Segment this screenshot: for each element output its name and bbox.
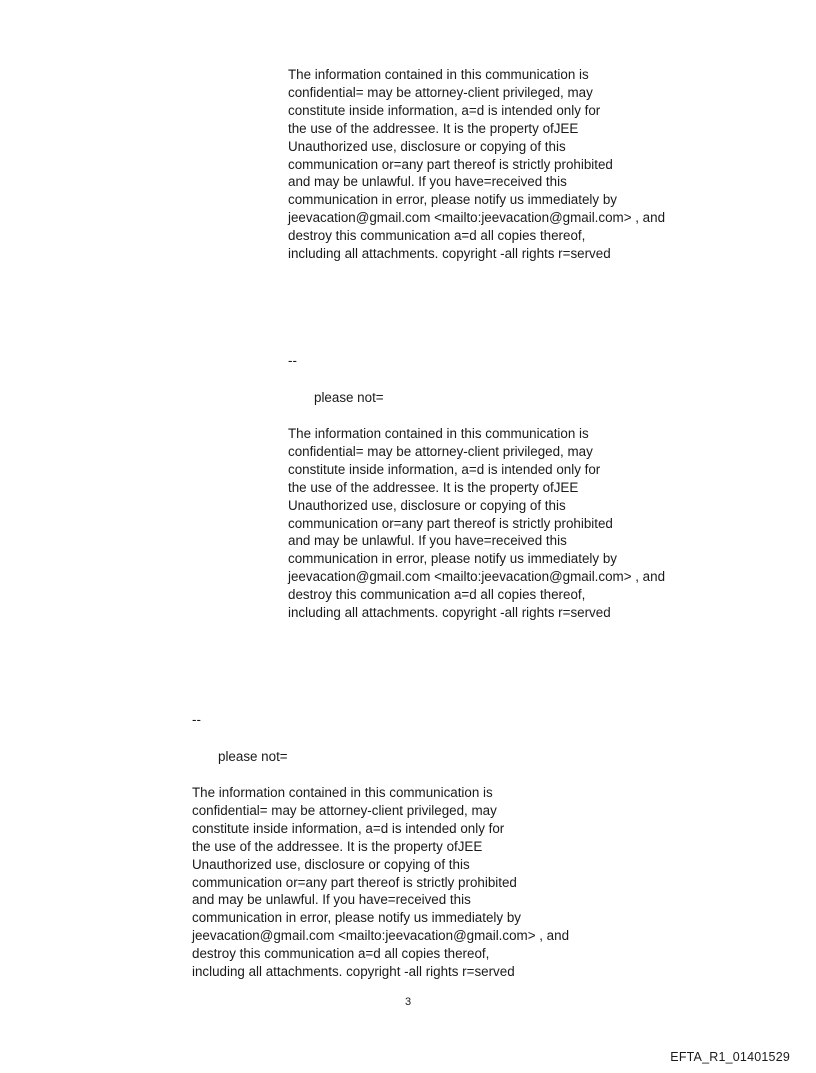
disclaimer-line: The information contained in this communication is: [192, 785, 493, 800]
disclaimer-line: jeevacation@gmail.com <mailto:jeevacation@gmail.com> , and: [288, 210, 666, 226]
disclaimer-line: communication or=any part thereof is strictly prohibited: [192, 874, 517, 890]
disclaimer-line: the use of the addressee. It is the property ofJEE: [192, 838, 483, 854]
disclaimer-line: constitute inside information, a=d is intended only for: [192, 820, 505, 836]
note-label: please not=: [314, 390, 384, 405]
disclaimer-line: Unauthorized use, disclosure or copying of this: [192, 856, 470, 872]
disclaimer-line: The information contained in this communication is: [288, 426, 589, 441]
disclaimer-line: communication or=any part thereof is strictly prohibited: [288, 156, 613, 172]
disclaimer-line: and may be unlawful. If you have=received this: [288, 174, 567, 190]
disclaimer-block-2: [288, 425, 665, 622]
disclaimer-line: destroy this communication a=d all copies thereof,: [288, 228, 586, 244]
disclaimer-line: jeevacation@gmail.com <mailto:jeevacation@gmail.com> , and: [192, 928, 570, 944]
disclaimer-line: communication in error, please notify us immediately by: [288, 192, 617, 208]
disclaimer-line: communication in error, please notify us immediately by: [288, 551, 617, 567]
disclaimer-line: the use of the addressee. It is the property ofJEE: [288, 120, 579, 136]
page-number: 3: [404, 996, 412, 1008]
document-id: EFTA_R1_01401529: [670, 1050, 790, 1064]
separator: --: [192, 712, 201, 727]
disclaimer-line: The information contained in this communication is: [288, 67, 589, 82]
disclaimer-line: confidential= may be attorney-client privileged, may: [288, 84, 593, 100]
disclaimer-line: and may be unlawful. If you have=received this: [288, 533, 567, 549]
disclaimer-line: including all attachments. copyright -all rights r=served: [288, 246, 611, 262]
disclaimer-line: constitute inside information, a=d is intended only for: [288, 102, 601, 118]
disclaimer-line: confidential= may be attorney-client privileged, may: [192, 802, 497, 818]
disclaimer-line: communication in error, please notify us immediately by: [192, 910, 521, 926]
disclaimer-line: and may be unlawful. If you have=received this: [192, 892, 471, 908]
disclaimer-line: Unauthorized use, disclosure or copying of this: [288, 497, 566, 513]
disclaimer-line: destroy this communication a=d all copies thereof,: [192, 946, 490, 962]
disclaimer-line: communication or=any part thereof is strictly prohibited: [288, 515, 613, 531]
disclaimer-line: destroy this communication a=d all copies thereof,: [288, 587, 586, 603]
disclaimer-line: including all attachments. copyright -all rights r=served: [288, 605, 611, 621]
disclaimer-line: constitute inside information, a=d is intended only for: [288, 461, 601, 477]
disclaimer-line: Unauthorized use, disclosure or copying of this: [288, 138, 566, 154]
disclaimer-line: including all attachments. copyright -all rights r=served: [192, 964, 515, 980]
disclaimer-block-3: [192, 784, 569, 981]
note-label: please not=: [218, 749, 288, 764]
separator: --: [288, 353, 297, 368]
disclaimer-line: the use of the addressee. It is the property ofJEE: [288, 479, 579, 495]
disclaimer-line: jeevacation@gmail.com <mailto:jeevacation@gmail.com> , and: [288, 569, 666, 585]
disclaimer-block-1: [288, 66, 665, 263]
disclaimer-line: confidential= may be attorney-client privileged, may: [288, 443, 593, 459]
